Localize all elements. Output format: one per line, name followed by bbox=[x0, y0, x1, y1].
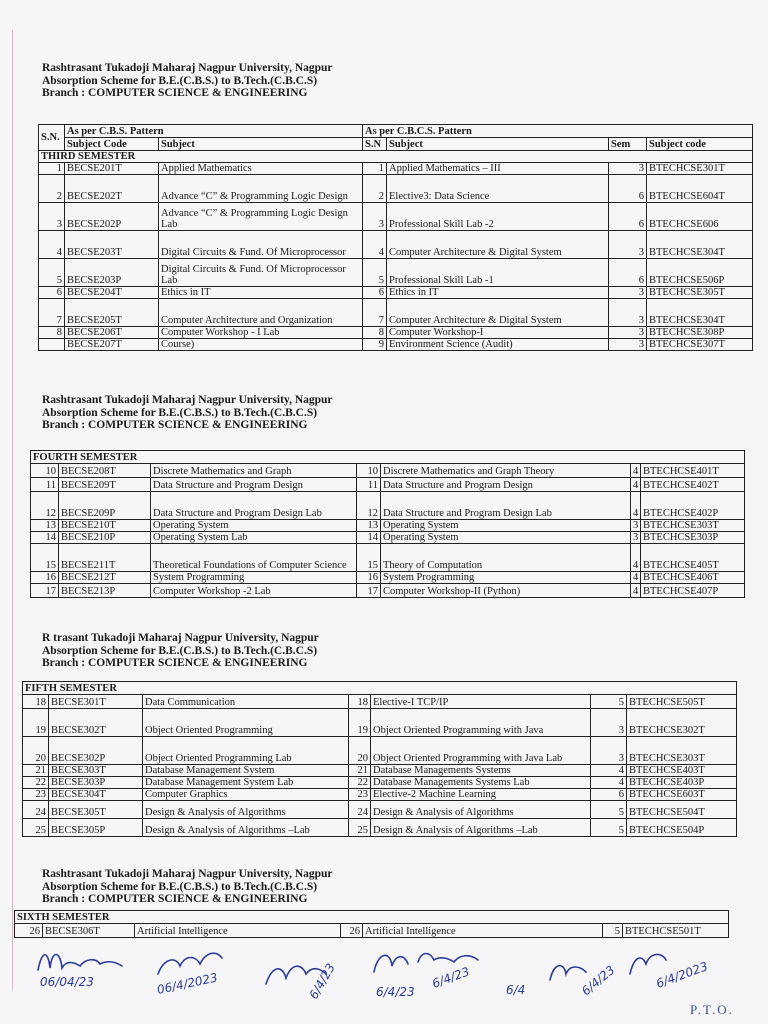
sem-cell: 6 bbox=[609, 203, 647, 231]
subject2-cell: Data Structure and Program Design bbox=[381, 478, 631, 492]
col-cbcs-pattern: As per C.B.C.S. Pattern bbox=[363, 125, 753, 138]
subject-code-cell: BECSE302P bbox=[49, 737, 143, 765]
subject-cell: Data Communication bbox=[143, 695, 349, 709]
sn-cell: 15 bbox=[31, 544, 59, 572]
subject2-cell: Database Managements Systems bbox=[371, 765, 591, 777]
subject-cell: Artificial Intelligence bbox=[135, 924, 341, 938]
fifth-semester-rows bbox=[23, 695, 737, 837]
table-row bbox=[31, 584, 745, 598]
subject-cell: Database Management System bbox=[143, 765, 349, 777]
subject-code2-cell: BTECHCSE303T bbox=[641, 520, 745, 532]
subject-code-cell: BECSE204T bbox=[65, 287, 159, 299]
sn2-cell: 7 bbox=[363, 299, 387, 327]
table-row bbox=[39, 163, 753, 175]
sn2-cell: 8 bbox=[363, 327, 387, 339]
sn2-cell: 10 bbox=[357, 464, 381, 478]
subject-code2-cell: BTECHCSE606 bbox=[647, 203, 753, 231]
sem-cell: 3 bbox=[631, 532, 641, 544]
subject-code2-cell: BTECHCSE506P bbox=[647, 259, 753, 287]
signature-scribble-6 bbox=[630, 954, 666, 974]
fourth-semester-table bbox=[30, 450, 745, 598]
subject-code2-cell: BTECHCSE504P bbox=[627, 819, 737, 837]
table-row bbox=[31, 520, 745, 532]
sem-cell: 4 bbox=[631, 464, 641, 478]
subject-code-cell: BECSE305T bbox=[49, 801, 143, 819]
sem-cell: 4 bbox=[591, 777, 627, 789]
signature-date: 6/4/23 bbox=[578, 962, 618, 999]
subject-code-cell: BECSE202P bbox=[65, 203, 159, 231]
document-header bbox=[42, 394, 333, 432]
table-row bbox=[39, 327, 753, 339]
subject2-cell: Computer Architecture & Digital System bbox=[387, 231, 609, 259]
sn-cell: 17 bbox=[31, 584, 59, 598]
table-row bbox=[23, 819, 737, 837]
subject-code2-cell: BTECHCSE307T bbox=[647, 339, 753, 351]
subject-cell: Computer Workshop - I Lab bbox=[159, 327, 363, 339]
table-row bbox=[23, 789, 737, 801]
subject-cell: System Programming bbox=[151, 572, 357, 584]
subject-code-cell: BECSE208T bbox=[59, 464, 151, 478]
table-row bbox=[23, 765, 737, 777]
sn2-cell: 26 bbox=[341, 924, 363, 938]
sem-cell: 4 bbox=[591, 765, 627, 777]
sn2-cell: 6 bbox=[363, 287, 387, 299]
subject-code2-cell: BTECHCSE301T bbox=[647, 163, 753, 175]
sn2-cell: 9 bbox=[363, 339, 387, 351]
subject2-cell: Design & Analysis of Algorithms bbox=[371, 801, 591, 819]
university-name: Rashtrasant Tukadoji Maharaj Nagpur University, Nagpur bbox=[42, 868, 333, 880]
subject-code-cell: BECSE301T bbox=[49, 695, 143, 709]
col-subject-code2: Subject code bbox=[647, 138, 753, 151]
subject-code2-cell: BTECHCSE402T bbox=[641, 478, 745, 492]
subject-code-cell: BECSE205T bbox=[65, 299, 159, 327]
sn2-cell: 22 bbox=[349, 777, 371, 789]
subject-code2-cell: BTECHCSE303T bbox=[627, 737, 737, 765]
subject2-cell: Database Managements Systems Lab bbox=[371, 777, 591, 789]
sn-cell: 1 bbox=[39, 163, 65, 175]
subject2-cell: Applied Mathematics – III bbox=[387, 163, 609, 175]
subject2-cell: Computer Architecture & Digital System bbox=[387, 299, 609, 327]
scheme-title: Absorption Scheme for B.E.(C.B.S.) to B.Tech.(C.B.C.S) bbox=[42, 644, 318, 657]
table-row bbox=[39, 231, 753, 259]
scheme-title: Absorption Scheme for B.E.(C.B.S.) to B.Tech.(C.B.C.S) bbox=[42, 406, 318, 419]
col-subject-code: Subject Code bbox=[65, 138, 159, 151]
table-row bbox=[31, 492, 745, 520]
sn-cell: 18 bbox=[23, 695, 49, 709]
sem-cell: 3 bbox=[609, 231, 647, 259]
subject-code2-cell: BTECHCSE303P bbox=[641, 532, 745, 544]
sem-cell: 3 bbox=[609, 327, 647, 339]
page-turn-note: P.T.O. bbox=[690, 1002, 734, 1017]
subject-code2-cell: BTECHCSE305T bbox=[647, 287, 753, 299]
subject-code-cell: BECSE303P bbox=[49, 777, 143, 789]
col-sem: Sem bbox=[609, 138, 647, 151]
branch-title: Branch : COMPUTER SCIENCE & ENGINEERING bbox=[42, 87, 308, 99]
signature-date: 06/04/23 bbox=[40, 975, 94, 989]
branch-title: Branch : COMPUTER SCIENCE & ENGINEERING bbox=[42, 419, 308, 431]
subject-code-cell: BECSE302T bbox=[49, 709, 143, 737]
third-semester-table bbox=[38, 124, 753, 351]
subject-code2-cell: BTECHCSE302T bbox=[627, 709, 737, 737]
subject-code2-cell: BTECHCSE308P bbox=[647, 327, 753, 339]
table-row bbox=[39, 175, 753, 203]
signatures-area bbox=[30, 940, 730, 1010]
sixth-semester-table bbox=[14, 910, 729, 938]
table-row bbox=[23, 737, 737, 765]
sem-cell: 3 bbox=[591, 709, 627, 737]
subject-code-cell: BECSE203T bbox=[65, 231, 159, 259]
sem-cell: 3 bbox=[609, 339, 647, 351]
sem-cell: 4 bbox=[631, 478, 641, 492]
signature-scribble-1 bbox=[38, 955, 122, 971]
sn-cell: 16 bbox=[31, 572, 59, 584]
subject-code2-cell: BTECHCSE501T bbox=[623, 924, 729, 938]
subject-cell: Discrete Mathematics and Graph bbox=[151, 464, 357, 478]
third-semester-rows bbox=[39, 163, 753, 351]
subject-code2-cell: BTECHCSE505T bbox=[627, 695, 737, 709]
subject-code2-cell: BTECHCSE405T bbox=[641, 544, 745, 572]
document-header-partial bbox=[42, 632, 319, 670]
sn2-cell: 15 bbox=[357, 544, 381, 572]
subject2-cell: Ethics in IT bbox=[387, 287, 609, 299]
subject-cell: Data Structure and Program Design Lab bbox=[151, 492, 357, 520]
subject-code-cell: BECSE213P bbox=[59, 584, 151, 598]
subject-cell: Advance “C” & Programming Logic Design Lab bbox=[159, 203, 363, 231]
table-row bbox=[39, 339, 753, 351]
sn-cell: 20 bbox=[23, 737, 49, 765]
subject-code-cell: BECSE209T bbox=[59, 478, 151, 492]
subject-cell: Object Oriented Programming Lab bbox=[143, 737, 349, 765]
signature-date: 06/4/2023 bbox=[155, 970, 219, 997]
scheme-title: Absorption Scheme for B.E.(C.B.S.) to B.Tech.(C.B.C.S) bbox=[42, 74, 318, 87]
subject-cell: Course) bbox=[159, 339, 363, 351]
sn-cell: 7 bbox=[39, 299, 65, 327]
sn-cell: 13 bbox=[31, 520, 59, 532]
subject-code2-cell: BTECHCSE604T bbox=[647, 175, 753, 203]
sem-cell: 4 bbox=[631, 544, 641, 572]
sn2-cell: 20 bbox=[349, 737, 371, 765]
university-name: Rashtrasant Tukadoji Maharaj Nagpur University, Nagpur bbox=[42, 62, 333, 74]
subject-code-cell: BECSE206T bbox=[65, 327, 159, 339]
fourth-semester-rows bbox=[31, 464, 745, 598]
signature-date: 6/4/23 bbox=[306, 961, 338, 1002]
col-subject2: Subject bbox=[387, 138, 609, 151]
table-row bbox=[31, 464, 745, 478]
sn-cell: 26 bbox=[15, 924, 43, 938]
scheme-title: Absorption Scheme for B.E.(C.B.S.) to B.Tech.(C.B.C.S) bbox=[42, 880, 318, 893]
subject-code2-cell: BTECHCSE406T bbox=[641, 572, 745, 584]
subject-code-cell: BECSE211T bbox=[59, 544, 151, 572]
subject2-cell: Elective-I TCP/IP bbox=[371, 695, 591, 709]
sn2-cell: 11 bbox=[357, 478, 381, 492]
subject2-cell: System Programming bbox=[381, 572, 631, 584]
table-row bbox=[23, 801, 737, 819]
sn2-cell: 17 bbox=[357, 584, 381, 598]
subject2-cell: Computer Workshop-I bbox=[387, 327, 609, 339]
subject-code2-cell: BTECHCSE304T bbox=[647, 299, 753, 327]
subject2-cell: Computer Workshop-II (Python) bbox=[381, 584, 631, 598]
subject2-cell: Object Oriented Programming with Java Lab bbox=[371, 737, 591, 765]
sem-cell: 6 bbox=[591, 789, 627, 801]
subject-cell: Advance “C” & Programming Logic Design bbox=[159, 175, 363, 203]
sn-cell: 4 bbox=[39, 231, 65, 259]
semester-title: THIRD SEMESTER bbox=[39, 151, 753, 163]
table-row bbox=[39, 259, 753, 287]
document-header bbox=[42, 62, 333, 100]
sem-cell: 3 bbox=[631, 520, 641, 532]
subject-code-cell: BECSE304T bbox=[49, 789, 143, 801]
subject-cell: Operating System bbox=[151, 520, 357, 532]
sn-cell: 22 bbox=[23, 777, 49, 789]
subject-cell: Computer Graphics bbox=[143, 789, 349, 801]
sem-cell: 3 bbox=[609, 163, 647, 175]
sn2-cell: 2 bbox=[363, 175, 387, 203]
col-sn: S.N. bbox=[39, 125, 65, 151]
sn2-cell: 24 bbox=[349, 801, 371, 819]
table-row bbox=[39, 287, 753, 299]
subject-cell: Design & Analysis of Algorithms –Lab bbox=[143, 819, 349, 837]
subject-code2-cell: BTECHCSE403P bbox=[627, 777, 737, 789]
subject-code-cell: BECSE210P bbox=[59, 532, 151, 544]
subject2-cell: Elective3: Data Science bbox=[387, 175, 609, 203]
sn-cell: 8 bbox=[39, 327, 65, 339]
sem-cell: 5 bbox=[591, 819, 627, 837]
subject-code-cell: BECSE212T bbox=[59, 572, 151, 584]
sn2-cell: 5 bbox=[363, 259, 387, 287]
subject-code-cell: BECSE303T bbox=[49, 765, 143, 777]
branch-title: Branch : COMPUTER SCIENCE & ENGINEERING bbox=[42, 657, 308, 669]
table-row bbox=[23, 695, 737, 709]
sn-cell: 5 bbox=[39, 259, 65, 287]
sem-cell: 4 bbox=[631, 492, 641, 520]
sixth-semester-rows bbox=[15, 924, 729, 938]
sn-cell: 24 bbox=[23, 801, 49, 819]
subject-code-cell: BECSE209P bbox=[59, 492, 151, 520]
sn-cell: 14 bbox=[31, 532, 59, 544]
subject-code-cell: BECSE306T bbox=[43, 924, 135, 938]
sn-cell: 12 bbox=[31, 492, 59, 520]
sn2-cell: 3 bbox=[363, 203, 387, 231]
table-row bbox=[31, 544, 745, 572]
subject-code2-cell: BTECHCSE401T bbox=[641, 464, 745, 478]
subject2-cell: Discrete Mathematics and Graph Theory bbox=[381, 464, 631, 478]
sn2-cell: 21 bbox=[349, 765, 371, 777]
sem-cell: 3 bbox=[609, 287, 647, 299]
subject2-cell: Environment Science (Audit) bbox=[387, 339, 609, 351]
sn-cell: 11 bbox=[31, 478, 59, 492]
sn-cell: 3 bbox=[39, 203, 65, 231]
subject2-cell: Object Oriented Programming with Java bbox=[371, 709, 591, 737]
signature-date: 6/4/2023 bbox=[654, 959, 710, 991]
subject-code-cell: BECSE210T bbox=[59, 520, 151, 532]
subject-cell: Theoretical Foundations of Computer Science bbox=[151, 544, 357, 572]
subject-code2-cell: BTECHCSE407P bbox=[641, 584, 745, 598]
subject-cell: Digital Circuits & Fund. Of Microprocessor Lab bbox=[159, 259, 363, 287]
subject-code-cell: BECSE203P bbox=[65, 259, 159, 287]
sn-cell: 21 bbox=[23, 765, 49, 777]
branch-title: Branch : COMPUTER SCIENCE & ENGINEERING bbox=[42, 893, 308, 905]
sn-cell: 19 bbox=[23, 709, 49, 737]
sem-cell: 5 bbox=[603, 924, 623, 938]
sn-cell bbox=[39, 339, 65, 351]
signature-scribble-5 bbox=[550, 966, 586, 980]
subject-code2-cell: BTECHCSE504T bbox=[627, 801, 737, 819]
table-row bbox=[39, 299, 753, 327]
subject-cell: Computer Architecture and Organization bbox=[159, 299, 363, 327]
subject2-cell: Operating System bbox=[381, 520, 631, 532]
subject-code-cell: BECSE207T bbox=[65, 339, 159, 351]
sn-cell: 2 bbox=[39, 175, 65, 203]
sem-cell: 3 bbox=[591, 737, 627, 765]
semester-title: SIXTH SEMESTER bbox=[15, 911, 729, 924]
table-row bbox=[23, 709, 737, 737]
subject2-cell: Professional Skill Lab -1 bbox=[387, 259, 609, 287]
sn2-cell: 13 bbox=[357, 520, 381, 532]
table-row bbox=[15, 924, 729, 938]
table-row bbox=[39, 203, 753, 231]
subject-cell: Digital Circuits & Fund. Of Microprocessor bbox=[159, 231, 363, 259]
subject-code2-cell: BTECHCSE403T bbox=[627, 765, 737, 777]
sn2-cell: 16 bbox=[357, 572, 381, 584]
sn2-cell: 1 bbox=[363, 163, 387, 175]
table-row bbox=[31, 532, 745, 544]
sn2-cell: 18 bbox=[349, 695, 371, 709]
document-header bbox=[42, 868, 333, 906]
sem-cell: 5 bbox=[591, 695, 627, 709]
subject-cell: Design & Analysis of Algorithms bbox=[143, 801, 349, 819]
page-edge-line bbox=[12, 30, 13, 990]
subject2-cell: Theory of Computation bbox=[381, 544, 631, 572]
subject-cell: Object Oriented Programming bbox=[143, 709, 349, 737]
subject-code-cell: BECSE201T bbox=[65, 163, 159, 175]
sem-cell: 3 bbox=[609, 299, 647, 327]
sn2-cell: 23 bbox=[349, 789, 371, 801]
signature-date: 6/4/23 bbox=[430, 964, 472, 991]
subject-cell: Applied Mathematics bbox=[159, 163, 363, 175]
subject2-cell: Data Structure and Program Design Lab bbox=[381, 492, 631, 520]
sem-cell: 4 bbox=[631, 572, 641, 584]
subject-cell: Database Management System Lab bbox=[143, 777, 349, 789]
university-name: Rashtrasant Tukadoji Maharaj Nagpur University, Nagpur bbox=[42, 394, 333, 406]
subject2-cell: Design & Analysis of Algorithms –Lab bbox=[371, 819, 591, 837]
university-name: R trasant Tukadoji Maharaj Nagpur University, Nagpur bbox=[42, 632, 319, 644]
sn2-cell: 12 bbox=[357, 492, 381, 520]
subject-code-cell: BECSE202T bbox=[65, 175, 159, 203]
subject2-cell: Elective-2 Machine Learning bbox=[371, 789, 591, 801]
subject-cell: Data Structure and Program Design bbox=[151, 478, 357, 492]
signature-date: 6/4 bbox=[506, 983, 526, 997]
semester-title: FOURTH SEMESTER bbox=[31, 451, 745, 464]
fifth-semester-table bbox=[22, 681, 737, 837]
sem-cell: 6 bbox=[609, 175, 647, 203]
subject2-cell: Professional Skill Lab -2 bbox=[387, 203, 609, 231]
sn-cell: 23 bbox=[23, 789, 49, 801]
sn2-cell: 25 bbox=[349, 819, 371, 837]
sem-cell: 5 bbox=[591, 801, 627, 819]
sem-cell: 4 bbox=[631, 584, 641, 598]
subject2-cell: Operating System bbox=[381, 532, 631, 544]
table-row bbox=[31, 478, 745, 492]
subject-cell: Ethics in IT bbox=[159, 287, 363, 299]
semester-title: FIFTH SEMESTER bbox=[23, 682, 737, 695]
sn-cell: 6 bbox=[39, 287, 65, 299]
subject-code2-cell: BTECHCSE402P bbox=[641, 492, 745, 520]
sem-cell: 6 bbox=[609, 259, 647, 287]
table-row bbox=[23, 777, 737, 789]
sn-cell: 25 bbox=[23, 819, 49, 837]
sn2-cell: 14 bbox=[357, 532, 381, 544]
sn2-cell: 19 bbox=[349, 709, 371, 737]
subject-code-cell: BECSE305P bbox=[49, 819, 143, 837]
col-subject: Subject bbox=[159, 138, 363, 151]
signature-date: 6/4/23 bbox=[376, 985, 415, 999]
subject-cell: Operating System Lab bbox=[151, 532, 357, 544]
col-cbs-pattern: As per C.B.S. Pattern bbox=[65, 125, 363, 138]
subject-code2-cell: BTECHCSE304T bbox=[647, 231, 753, 259]
subject2-cell: Artificial Intelligence bbox=[363, 924, 603, 938]
sn2-cell: 4 bbox=[363, 231, 387, 259]
subject-cell: Computer Workshop -2 Lab bbox=[151, 584, 357, 598]
table-row bbox=[31, 572, 745, 584]
sn-cell: 10 bbox=[31, 464, 59, 478]
subject-code2-cell: BTECHCSE603T bbox=[627, 789, 737, 801]
col-sn2: S.N bbox=[363, 138, 387, 151]
